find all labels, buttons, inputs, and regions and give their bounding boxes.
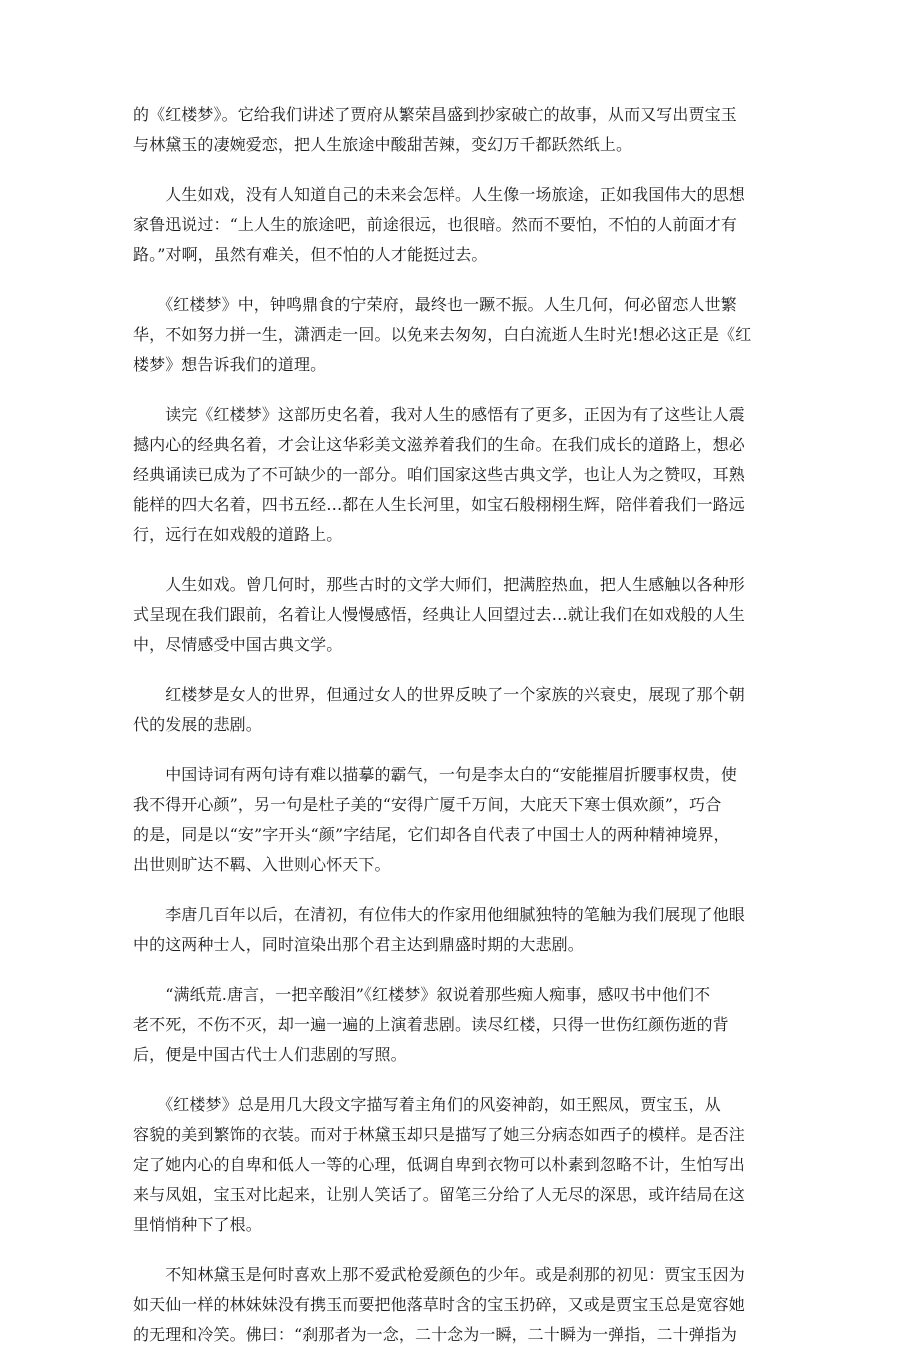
- text-line: 经典诵读已成为了不可缺少的一部分。咱们国家这些古典文学，也让人为之赞叹，耳熟: [133, 465, 745, 484]
- text-line: 中的这两种士人，同时渲染出那个君主达到鼎盛时期的大悲剧。: [133, 935, 584, 954]
- paragraph: [133, 400, 788, 550]
- text-line: “满纸荒.唐言，一把辛酸泪”《红楼梦》叙说着那些痴人痴事，感叹书中他们不: [133, 985, 711, 1004]
- article-body: [133, 100, 788, 1370]
- text-line: 《红楼梦》总是用几大段文字描写着主角们的风姿神韵，如王熙凤，贾宝玉，从: [133, 1095, 721, 1114]
- text-line: 人生如戏，没有人知道自己的未来会怎样。人生像一场旅途，正如我国伟大的思想: [133, 185, 745, 204]
- text-line: 楼梦》想告诉我们的道理。: [133, 355, 327, 374]
- text-line: 中，尽情感受中国古典文学。: [133, 635, 343, 654]
- text-line: 的是，同是以“安”字开头“颜”字结尾，它们却各自代表了中国士人的两种精神境界，: [133, 825, 730, 844]
- paragraph: [133, 980, 788, 1070]
- text-line: 我不得开心颜”，另一句是杜子美的“安得广厦千万间，大庇天下寒士俱欢颜”，巧合: [133, 795, 722, 814]
- paragraph: [133, 290, 788, 380]
- text-line: 华，不如努力拼一生，潇洒走一回。以免来去匆匆，白白流逝人生时光!想必这正是《红: [133, 325, 752, 344]
- text-line: 中国诗词有两句诗有难以描摹的霸气，一句是李太白的“安能摧眉折腰事权贵，使: [133, 765, 737, 784]
- text-line: 读完《红楼梦》这部历史名着，我对人生的感悟有了更多，正因为有了这些让人震: [133, 405, 745, 424]
- text-line: 李唐几百年以后，在清初，有位伟大的作家用他细腻独特的笔触为我们展现了他眼: [133, 905, 745, 924]
- text-line: 来与凤姐，宝玉对比起来，让别人笑话了。留笔三分给了人无尽的深思，或许结局在这: [133, 1185, 745, 1204]
- paragraph: [133, 680, 788, 740]
- text-line: 家鲁迅说过：“上人生的旅途吧，前途很远，也很暗。然而不要怕，不怕的人前面才有: [133, 215, 737, 234]
- text-line: 路。”对啊，虽然有难关，但不怕的人才能挺过去。: [133, 245, 488, 264]
- text-line: 《红楼梦》中，钟鸣鼎食的宁荣府，最终也一蹶不振。人生几何，何必留恋人世繁: [133, 295, 737, 314]
- text-line: 的《红楼梦》。它给我们讲述了贾府从繁荣昌盛到抄家破亡的故事，从而又写出贾宝玉: [133, 105, 737, 124]
- text-line: 代的发展的悲剧。: [133, 715, 262, 734]
- text-line: 定了她内心的自卑和低人一等的心理，低调自卑到衣物可以朴素到忽略不计，生怕写出: [133, 1155, 745, 1174]
- text-line: 的无理和冷笑。佛曰：“刹那者为一念，二十念为一瞬，二十瞬为一弹指，二十弹指为: [133, 1325, 737, 1344]
- paragraph: [133, 760, 788, 880]
- text-line: 撼内心的经典名着，才会让这华彩美文滋养着我们的生命。在我们成长的道路上，想必: [133, 435, 745, 454]
- text-line: 里悄悄种下了根。: [133, 1215, 262, 1234]
- text-line: 不知林黛玉是何时喜欢上那不爱武枪爱颜色的少年。或是刹那的初见：贾宝玉因为: [133, 1265, 745, 1284]
- text-line: 能样的四大名着，四书五经…都在人生长河里，如宝石般栩栩生辉，陪伴着我们一路远: [133, 495, 745, 514]
- paragraph: [133, 1260, 788, 1350]
- text-line: 后，便是中国古代士人们悲剧的写照。: [133, 1045, 407, 1064]
- text-line: 如天仙一样的林妹妹没有携玉而要把他落草时含的宝玉扔碎，又或是贾宝玉总是宽容她: [133, 1295, 745, 1314]
- paragraph: [133, 1090, 788, 1240]
- paragraph: [133, 900, 788, 960]
- paragraph: [133, 180, 788, 270]
- text-line: 行，远行在如戏般的道路上。: [133, 525, 343, 544]
- text-line: 红楼梦是女人的世界，但通过女人的世界反映了一个家族的兴衰史，展现了那个朝: [133, 685, 745, 704]
- text-line: 式呈现在我们跟前，名着让人慢慢感悟，经典让人回望过去…就让我们在如戏般的人生: [133, 605, 745, 624]
- text-line: 与林黛玉的凄婉爱恋，把人生旅途中酸甜苦辣，变幻万千都跃然纸上。: [133, 135, 633, 154]
- text-line: 出世则旷达不羁、入世则心怀天下。: [133, 855, 391, 874]
- text-line: 老不死，不伤不灭，却一遍一遍的上演着悲剧。读尽红楼，只得一世伤红颜伤逝的背: [133, 1015, 729, 1034]
- text-line: 人生如戏。曾几何时，那些古时的文学大师们，把满腔热血，把人生感触以各种形: [133, 575, 745, 594]
- paragraph: [133, 100, 788, 160]
- text-line: 容貌的美到繁饰的衣装。而对于林黛玉却只是描写了她三分病态如西子的模样。是否注: [133, 1125, 745, 1144]
- paragraph: [133, 570, 788, 660]
